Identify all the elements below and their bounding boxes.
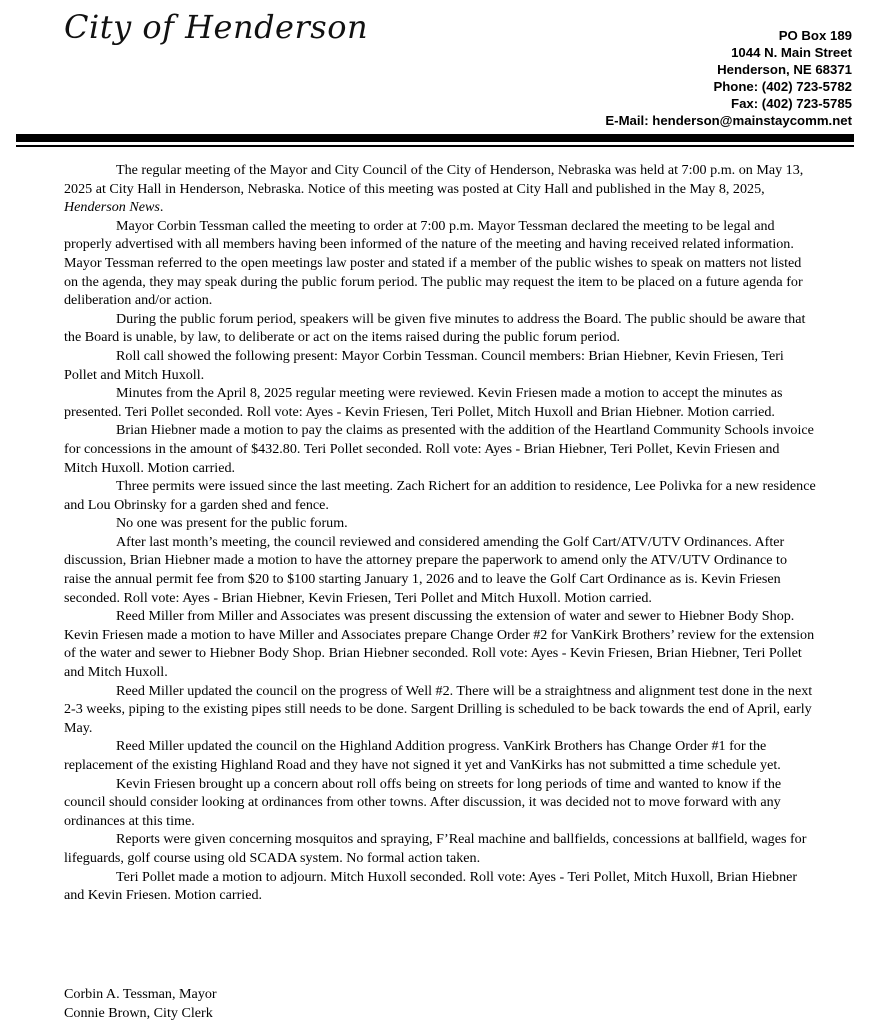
- fax-number: Fax: (402) 723-5785: [731, 95, 852, 111]
- newspaper-name: Henderson News: [64, 199, 160, 216]
- city-state-zip: Henderson, NE 68371: [717, 61, 852, 77]
- signature-block: [64, 985, 217, 1022]
- minutes-paragraph: Brian Hiebner made a motion to pay the claims as presented with the addition of the Heartland Community Schools invoice for concessions in the amount of $432.80. Teri Pollet seconded. Roll vote: Ayes - Brian Hiebner, Teri Pollet, Kevin Friesen and Mitch Huxoll. Motion carried.: [64, 422, 814, 476]
- city-logo-title: City of Henderson: [64, 8, 369, 46]
- header-divider-thick: [16, 134, 854, 142]
- minutes-paragraph: During the public forum period, speakers will be given five minutes to address the Board. The public should be aware that the Board is unable, by law, to deliberate or act on the items raised during the public forum period.: [64, 310, 806, 346]
- clerk-signature: Connie Brown, City Clerk: [64, 1004, 213, 1021]
- header-divider-thin: [16, 145, 854, 147]
- minutes-paragraph: Reports were given concerning mosquitos and spraying, F’Real machine and ballfields, concessions at ballfield, wages for lifeguards, golf course using old SCADA system. No formal action taken.: [64, 831, 807, 866]
- minutes-paragraph: Reed Miller updated the council on the Highland Addition progress. VanKirk Brothers has Change Order #1 for the replacement of the existing Highland Road and they have not signed it yet and VanKirks has not submitted a time schedule yet.: [64, 738, 781, 773]
- minutes-paragraph: Three permits were issued since the last meeting. Zach Richert for an addition to residence, Lee Polivka for a new residence and Lou Obrinsky for a garden shed and fence.: [64, 478, 816, 513]
- minutes-paragraph: Reed Miller updated the council on the progress of Well #2. There will be a straightness and alignment test done in the next 2-3 weeks, piping to the existing pipes still needs to be done. Sargent Drilling is scheduled to be back towards the end of April, early May.: [64, 682, 813, 736]
- mayor-signature: Corbin A. Tessman, Mayor: [64, 986, 217, 1002]
- phone-number: Phone: (402) 723-5782: [713, 78, 852, 94]
- email-address: E-Mail: henderson@mainstaycomm.net: [605, 112, 852, 128]
- meeting-minutes: [64, 161, 816, 905]
- minutes-paragraph: Reed Miller from Miller and Associates was present discussing the extension of water and sewer to Hiebner Body Shop. Kevin Friesen made a motion to have Miller and Associates prepare Change Order #2 for VanKirk Brothers’ review for the extension of the water and sewer to Hiebner Body Shop. Brian Hiebner seconded. Roll vote: Ayes - Kevin Friesen, Brian Hiebner, Teri Pollet and Mitch Huxoll.: [64, 608, 815, 681]
- minutes-paragraph: After last month’s meeting, the council reviewed and considered amending the Golf Cart/ATV/UTV Ordinances. After discussion, Brian Hiebner made a motion to have the attorney prepare the paperwork to amend only the ATV/UTV Ordinance to raise the annual permit fee from $20 to $100 starting January 1, 2026 and to leave the Golf Cart Ordinance as is. Kevin Friesen seconded. Roll vote: Ayes - Brian Hiebner, Kevin Friesen, Teri Pollet and Mitch Huxoll. Motion carried.: [64, 533, 788, 606]
- street-address: 1044 N. Main Street: [731, 44, 852, 60]
- minutes-paragraph: Minutes from the April 8, 2025 regular meeting were reviewed. Kevin Friesen made a motion to accept the minutes as presented. Teri Pollet seconded. Roll vote: Ayes - Kevin Friesen, Teri Pollet, Mitch Huxoll and Brian Hiebner. Motion carried.: [64, 385, 783, 420]
- minutes-paragraph: Kevin Friesen brought up a concern about roll offs being on streets for long periods of time and wanted to know if the council should consider looking at ordinances from other towns. After discussion, it was decided not to move forward with any ordinances at this time.: [64, 775, 782, 829]
- po-box: PO Box 189: [778, 28, 852, 43]
- minutes-paragraph: No one was present for the public forum.: [116, 515, 348, 532]
- contact-block: [605, 28, 852, 129]
- minutes-paragraph: Teri Pollet made a motion to adjourn. Mitch Huxoll seconded. Roll vote: Ayes - Teri Pollet, Mitch Huxoll, Brian Hiebner and Kevin Friesen. Motion carried.: [64, 868, 798, 904]
- minutes-paragraph: Roll call showed the following present: Mayor Corbin Tessman. Council members: Brian Hiebner, Kevin Friesen, Teri Pollet and Mitch Huxoll.: [64, 347, 784, 383]
- letterhead: [0, 0, 874, 134]
- minutes-paragraph: The regular meeting of the Mayor and City Council of the City of Henderson, Nebraska was held at 7:00 p.m. on May 13, 2025 at City Hall in Henderson, Nebraska. Notice of this meeting was posted at City Hall and published in the May 8, 2025, Henderson News.: [64, 162, 804, 216]
- minutes-paragraph: Mayor Corbin Tessman called the meeting to order at 7:00 p.m. Mayor Tessman declared the meeting to be legal and properly advertised with all members having been informed of the nature of the meeting and having received related information. Mayor Tessman referred to the open meetings law poster and stated if a member of the public wishes to speak on matters not listed on the agenda, they may speak during the public forum period. The public may request the item to be placed on a future agenda for deliberation and/or action.: [64, 217, 803, 309]
